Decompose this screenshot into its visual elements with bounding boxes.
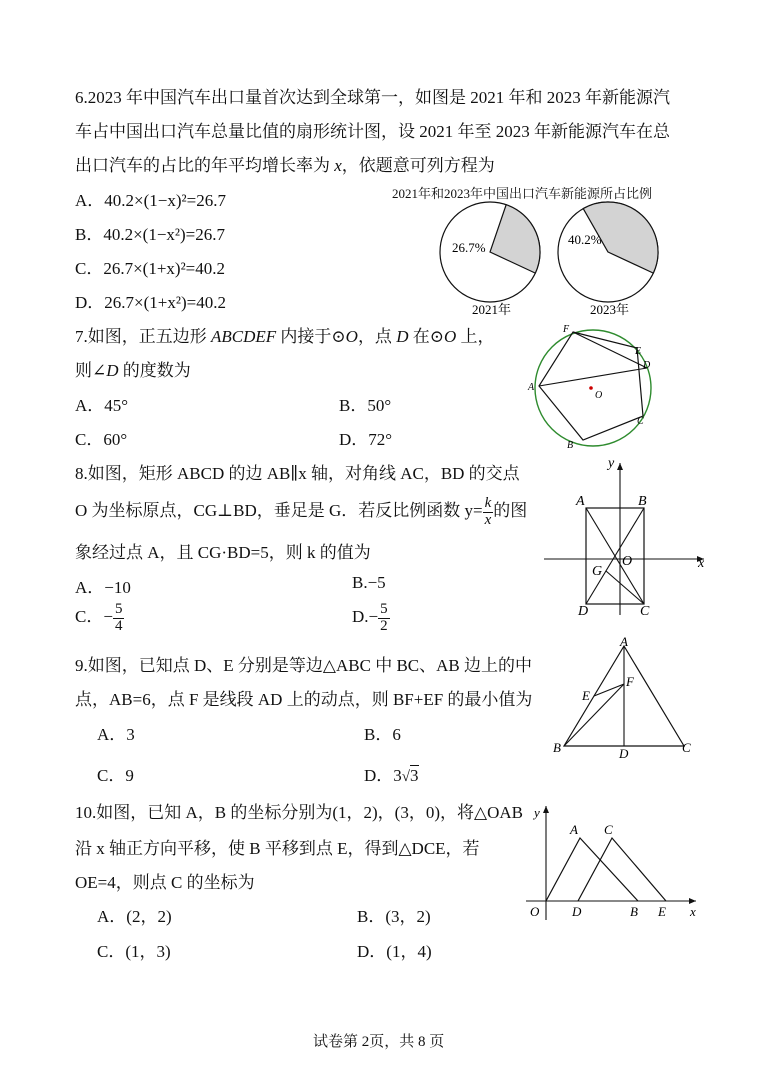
q7-line2: 则∠D 的度数为 [75, 361, 191, 380]
q10-option-b[interactable]: B．(3，2) [357, 907, 431, 926]
q10-option-a[interactable]: A．(2，2) [97, 907, 172, 926]
pie-charts [430, 200, 690, 320]
q8-option-c[interactable]: C．− $\frac{5}{4}$ [75, 601, 123, 634]
svg-text:x: x [690, 904, 696, 919]
q6-option-b[interactable]: B．40.2×(1−x²)=26.7 [75, 225, 226, 244]
q10-option-d[interactable]: D．(1，4) [357, 942, 432, 961]
svg-text:A: A [528, 382, 535, 393]
q9-line1: 9.如图，已知点 D、E 分别是等边△ABC 中 BC、AB 边上的中 [75, 656, 532, 675]
svg-text:E: E [635, 346, 642, 357]
q8-line2: O 为坐标原点，CG⊥BD，垂足是 G．若反比例函数 y= $\frac{k}{x}$ 的图 [75, 495, 528, 528]
q6-line1: 6.2023 年中国汽车出口量首次达到全球第一，如图是 2021 年和 2023 年新能源汽 [75, 88, 670, 107]
q10-figure [520, 800, 705, 925]
svg-text:B: B [553, 740, 561, 755]
q8-option-a[interactable]: A．−10 [75, 578, 131, 597]
q9-option-a[interactable]: A．3 [97, 725, 135, 744]
q7-option-a[interactable]: A．45° [75, 396, 129, 415]
center-dot [589, 386, 593, 390]
q6-line2: 车占中国出口汽车总量比值的扇形统计图，设 2021 年至 2023 年新能源汽车在总 [75, 122, 670, 141]
svg-text:G: G [592, 564, 603, 579]
pie-2021-slice-label: 26.7% [452, 240, 486, 255]
svg-text:C: C [604, 822, 613, 837]
q9-figure [550, 636, 700, 764]
q10-line1: 10.如图，已知 A，B 的坐标分别为(1，2)，(3，0)，将△OAB [75, 803, 523, 822]
q9-option-b[interactable]: B．6 [364, 725, 401, 744]
svg-text:F: F [563, 324, 570, 335]
q7-option-b[interactable]: B．50° [339, 396, 392, 415]
q9-option-c[interactable]: C．9 [97, 766, 134, 785]
q9-option-d[interactable]: D．3√3 [364, 766, 419, 785]
q8-option-d[interactable]: D.− $\frac{5}{2}$ [352, 601, 388, 634]
svg-text:B: B [567, 440, 574, 451]
svg-text:y: y [534, 805, 540, 820]
q6-option-a[interactable]: A．40.2×(1−x)²=26.7 [75, 191, 226, 210]
svg-text:A: A [570, 822, 578, 837]
pie-2021-label: 2021年 [472, 302, 512, 317]
svg-text:F: F [626, 674, 634, 689]
pie-chart-title: 2021年和2023年中国出口汽车新能源所占比例 [392, 186, 653, 201]
pentagon [539, 332, 643, 440]
pie-2023-label: 2023年 [590, 302, 630, 317]
q8-figure [540, 455, 715, 620]
svg-text:B: B [638, 494, 647, 509]
svg-text:x: x [698, 556, 705, 571]
q8-line3: 象经过点 A，且 CG·BD=5，则 k 的值为 [75, 543, 371, 562]
q10-line2: 沿 x 轴正方向平移，使 B 平移到点 E，得到△DCE，若 [75, 839, 480, 858]
q8-line1: 8.如图，矩形 ABCD 的边 AB∥x 轴，对角线 AC，BD 的交点 [75, 464, 520, 483]
svg-text:A: A [576, 494, 585, 509]
svg-text:E: E [658, 904, 666, 919]
svg-text:D: D [578, 604, 589, 619]
q6-option-d[interactable]: D．26.7×(1+x²)=40.2 [75, 293, 226, 312]
svg-text:C: C [637, 416, 644, 427]
q6-line3: 出口汽车的占比的年平均增长率为 x，依题意可列方程为 [75, 156, 495, 175]
q7-line1: 7.如图，正五边形 ABCDEF 内接于⊙O，点 D 在⊙O 上， [75, 327, 495, 346]
q8-option-b[interactable]: B.−5 [352, 573, 386, 592]
svg-text:O: O [530, 904, 540, 919]
svg-text:C: C [682, 740, 691, 755]
svg-text:D: D [643, 360, 651, 371]
q10-line3: OE=4，则点 C 的坐标为 [75, 873, 255, 892]
svg-text:O: O [622, 554, 633, 569]
q7-figure [525, 320, 665, 452]
svg-text:A: A [620, 636, 628, 649]
svg-text:y: y [608, 456, 615, 471]
q6-option-c[interactable]: C．26.7×(1+x)²=40.2 [75, 259, 226, 278]
svg-text:D: D [572, 904, 582, 919]
q9-line2: 点，AB=6，点 F 是线段 AD 上的动点，则 BF+EF 的最小值为 [75, 690, 533, 709]
svg-text:B: B [630, 904, 638, 919]
svg-text:D: D [619, 746, 629, 761]
q10-option-c[interactable]: C．(1，3) [97, 942, 171, 961]
pie-2023-slice-label: 40.2% [568, 232, 602, 247]
q7-option-c[interactable]: C．60° [75, 430, 128, 449]
svg-text:E: E [582, 688, 590, 703]
q7-option-d[interactable]: D．72° [339, 430, 393, 449]
svg-text:O: O [595, 390, 603, 401]
page-footer: 试卷第 2页，共 8 页 [313, 1034, 445, 1050]
svg-text:C: C [640, 604, 650, 619]
